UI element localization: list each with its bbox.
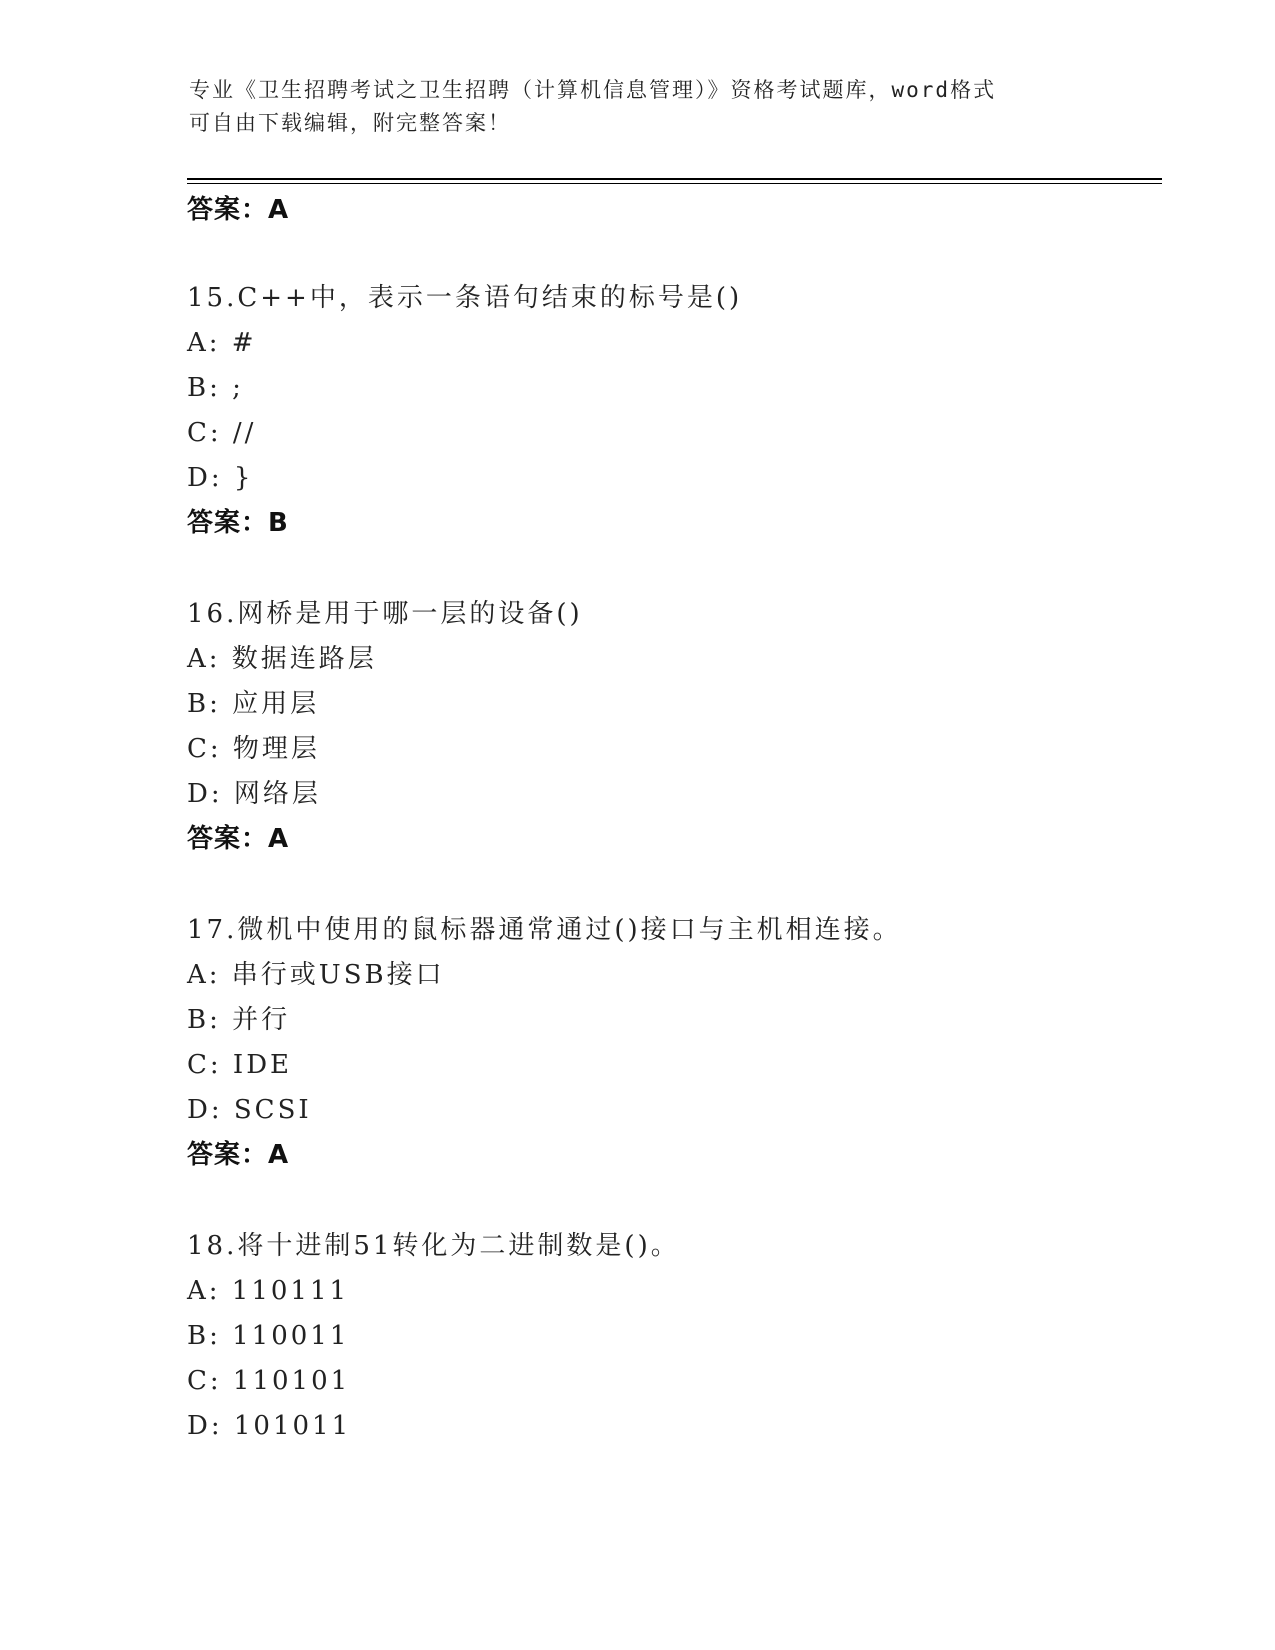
question-17-stem: 17.微机中使用的鼠标器通常通过()接口与主机相连接。	[187, 915, 902, 945]
previous-answer: 答案：A	[187, 195, 290, 225]
header-divider-thin	[187, 183, 1162, 184]
question-15-stem: 15.C++中，表示一条语句结束的标号是()	[187, 283, 743, 313]
question-16-answer: 答案：A	[187, 824, 290, 854]
question-18-option-a: A: 110111	[187, 1276, 350, 1306]
header-line-2: 可自由下载编辑，附完整答案！	[189, 111, 511, 135]
question-18-option-c: C: 110101	[187, 1366, 351, 1396]
header-divider-thick	[187, 178, 1162, 180]
header-line-1: 专业《卫生招聘考试之卫生招聘（计算机信息管理）》资格考试题库，word格式	[189, 78, 997, 102]
question-15-option-d: D: }	[187, 463, 254, 493]
question-15-option-b: B: ;	[187, 373, 244, 403]
question-16-option-b: B: 应用层	[187, 689, 320, 719]
question-18-option-b: B: 110011	[187, 1321, 350, 1351]
question-18-stem: 18.将十进制51转化为二进制数是()。	[187, 1231, 680, 1261]
question-17-option-b: B: 并行	[187, 1005, 291, 1035]
document-header	[189, 74, 1089, 140]
question-15-answer: 答案：B	[187, 508, 289, 538]
question-17-answer: 答案：A	[187, 1140, 290, 1170]
question-16-stem: 16.网桥是用于哪一层的设备()	[187, 599, 583, 629]
question-17-option-a: A: 串行或USB接口	[187, 960, 445, 990]
question-15-option-c: C: //	[187, 418, 257, 448]
question-17-option-d: D: SCSI	[187, 1095, 312, 1125]
question-16-option-c: C: 物理层	[187, 734, 320, 764]
question-17-option-c: C: IDE	[187, 1050, 293, 1080]
question-18-option-d: D: 101011	[187, 1411, 352, 1441]
question-15-option-a: A: #	[187, 328, 257, 358]
question-16-option-a: A: 数据连路层	[187, 644, 377, 674]
question-16-option-d: D: 网络层	[187, 779, 321, 809]
